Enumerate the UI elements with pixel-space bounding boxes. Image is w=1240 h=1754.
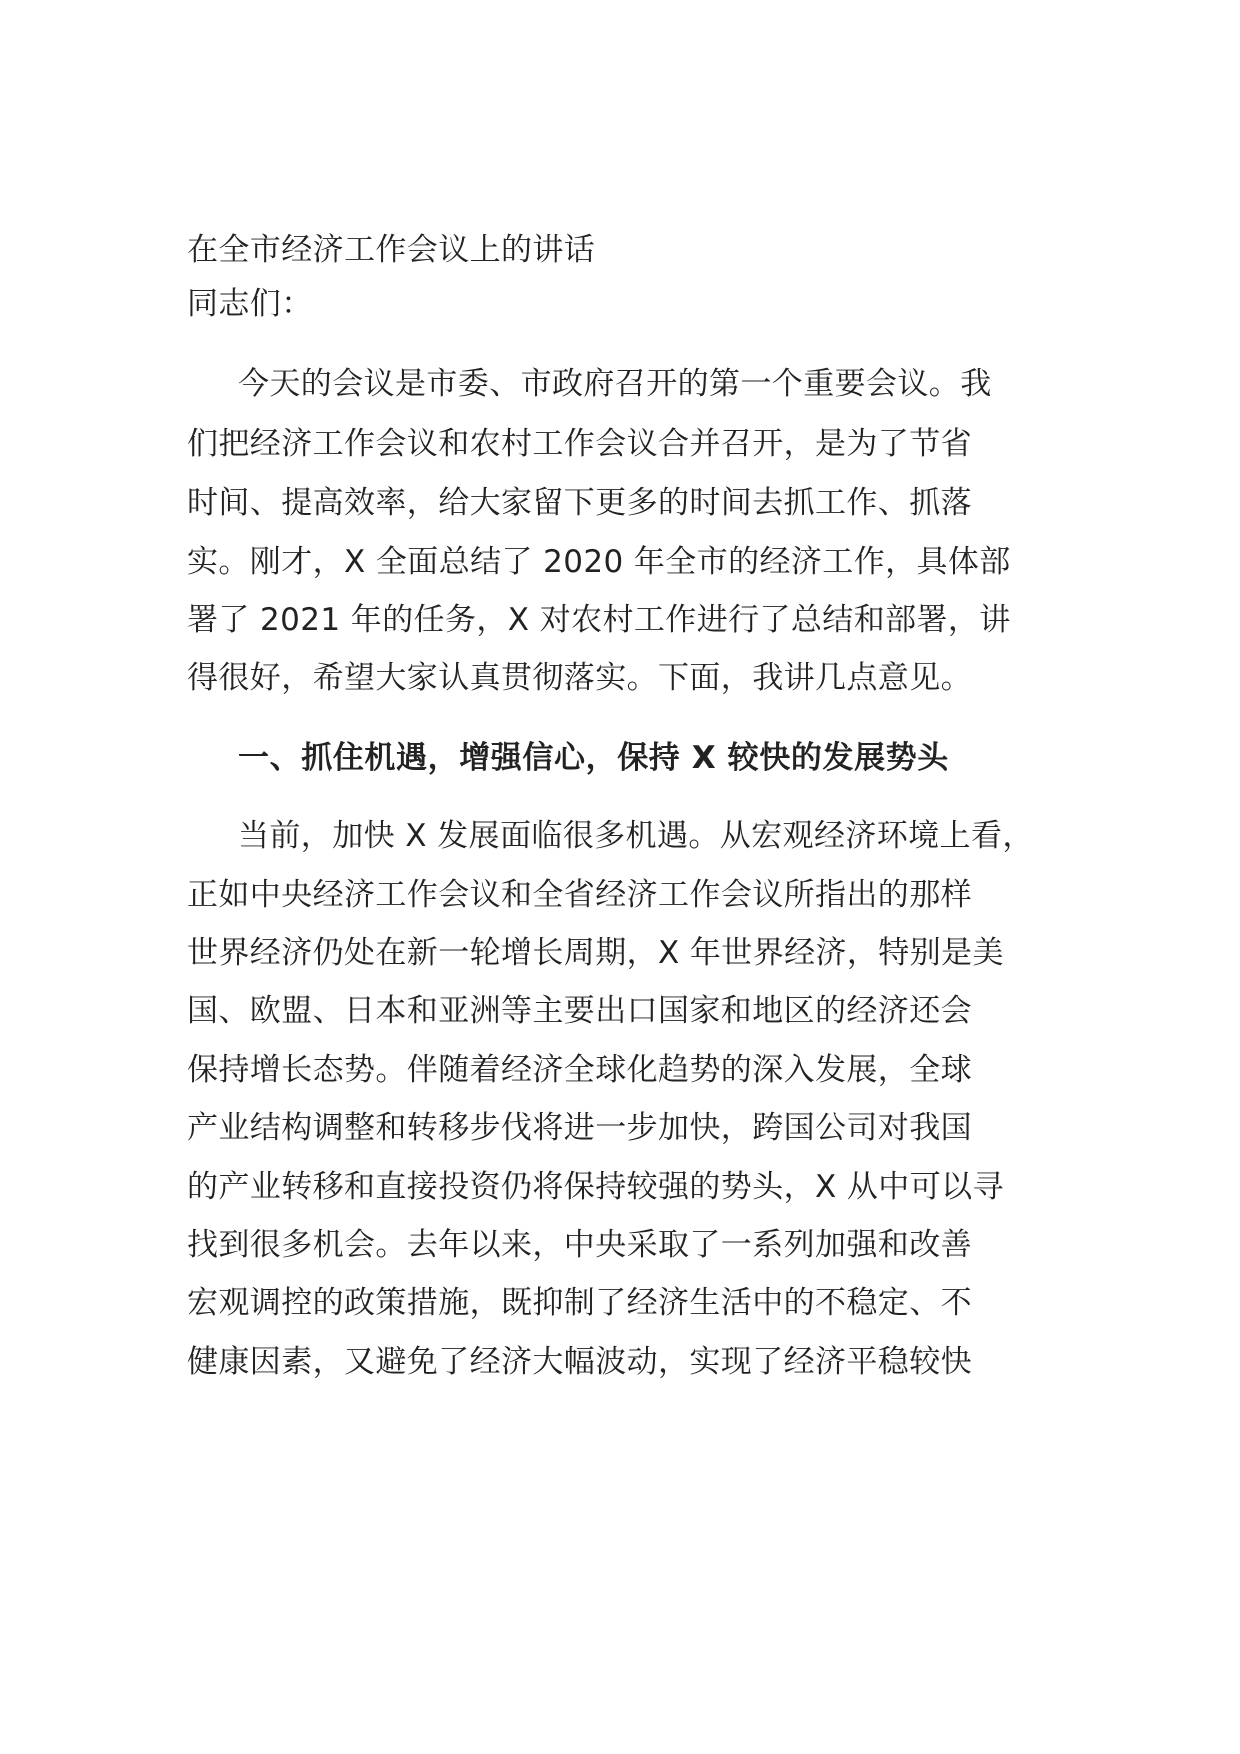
paragraph-2-line-2: 正如中央经济工作会议和全省经济工作会议所指出的那样	[187, 877, 972, 913]
paragraph-2-line-3: 世界经济仍处在新一轮增长周期，X 年世界经济，特别是美	[187, 935, 1004, 971]
paragraph-1-line-5: 署了 2021 年的任务，X 对农村工作进行了总结和部署，讲	[187, 602, 1011, 638]
section-1-heading: 一、抓住机遇，增强信心，保持 X 较快的发展势头	[238, 740, 949, 776]
paragraph-2-line-6: 产业结构调整和转移步伐将进一步加快，跨国公司对我国	[187, 1110, 972, 1146]
paragraph-1-line-1: 今天的会议是市委、市政府召开的第一个重要会议。我	[238, 366, 992, 402]
document-title: 在全市经济工作会议上的讲话	[187, 232, 596, 268]
paragraph-2-line-1: 当前，加快 X 发展面临很多机遇。从宏观经济环境上看，	[238, 818, 1034, 854]
paragraph-1-line-6: 得很好，希望大家认真贯彻落实。下面，我讲几点意见。	[187, 660, 972, 696]
paragraph-2-line-8: 找到很多机会。去年以来，中央采取了一系列加强和改善	[187, 1227, 972, 1263]
paragraph-1-line-4: 实。刚才，X 全面总结了 2020 年全市的经济工作，具体部	[187, 544, 1011, 580]
paragraph-2-line-4: 国、欧盟、日本和亚洲等主要出口国家和地区的经济还会	[187, 993, 972, 1029]
paragraph-1-line-2: 们把经济工作会议和农村工作会议合并召开，是为了节省	[187, 426, 972, 462]
paragraph-2-line-10: 健康因素，又避免了经济大幅波动，实现了经济平稳较快	[187, 1344, 972, 1380]
paragraph-2-line-7: 的产业转移和直接投资仍将保持较强的势头，X 从中可以寻	[187, 1169, 1004, 1205]
paragraph-2-line-5: 保持增长态势。伴随着经济全球化趋势的深入发展，全球	[187, 1052, 972, 1088]
paragraph-2-line-9: 宏观调控的政策措施，既抑制了经济生活中的不稳定、不	[187, 1285, 972, 1321]
paragraph-1-line-3: 时间、提高效率，给大家留下更多的时间去抓工作、抓落	[187, 485, 972, 521]
salutation: 同志们：	[187, 286, 313, 322]
